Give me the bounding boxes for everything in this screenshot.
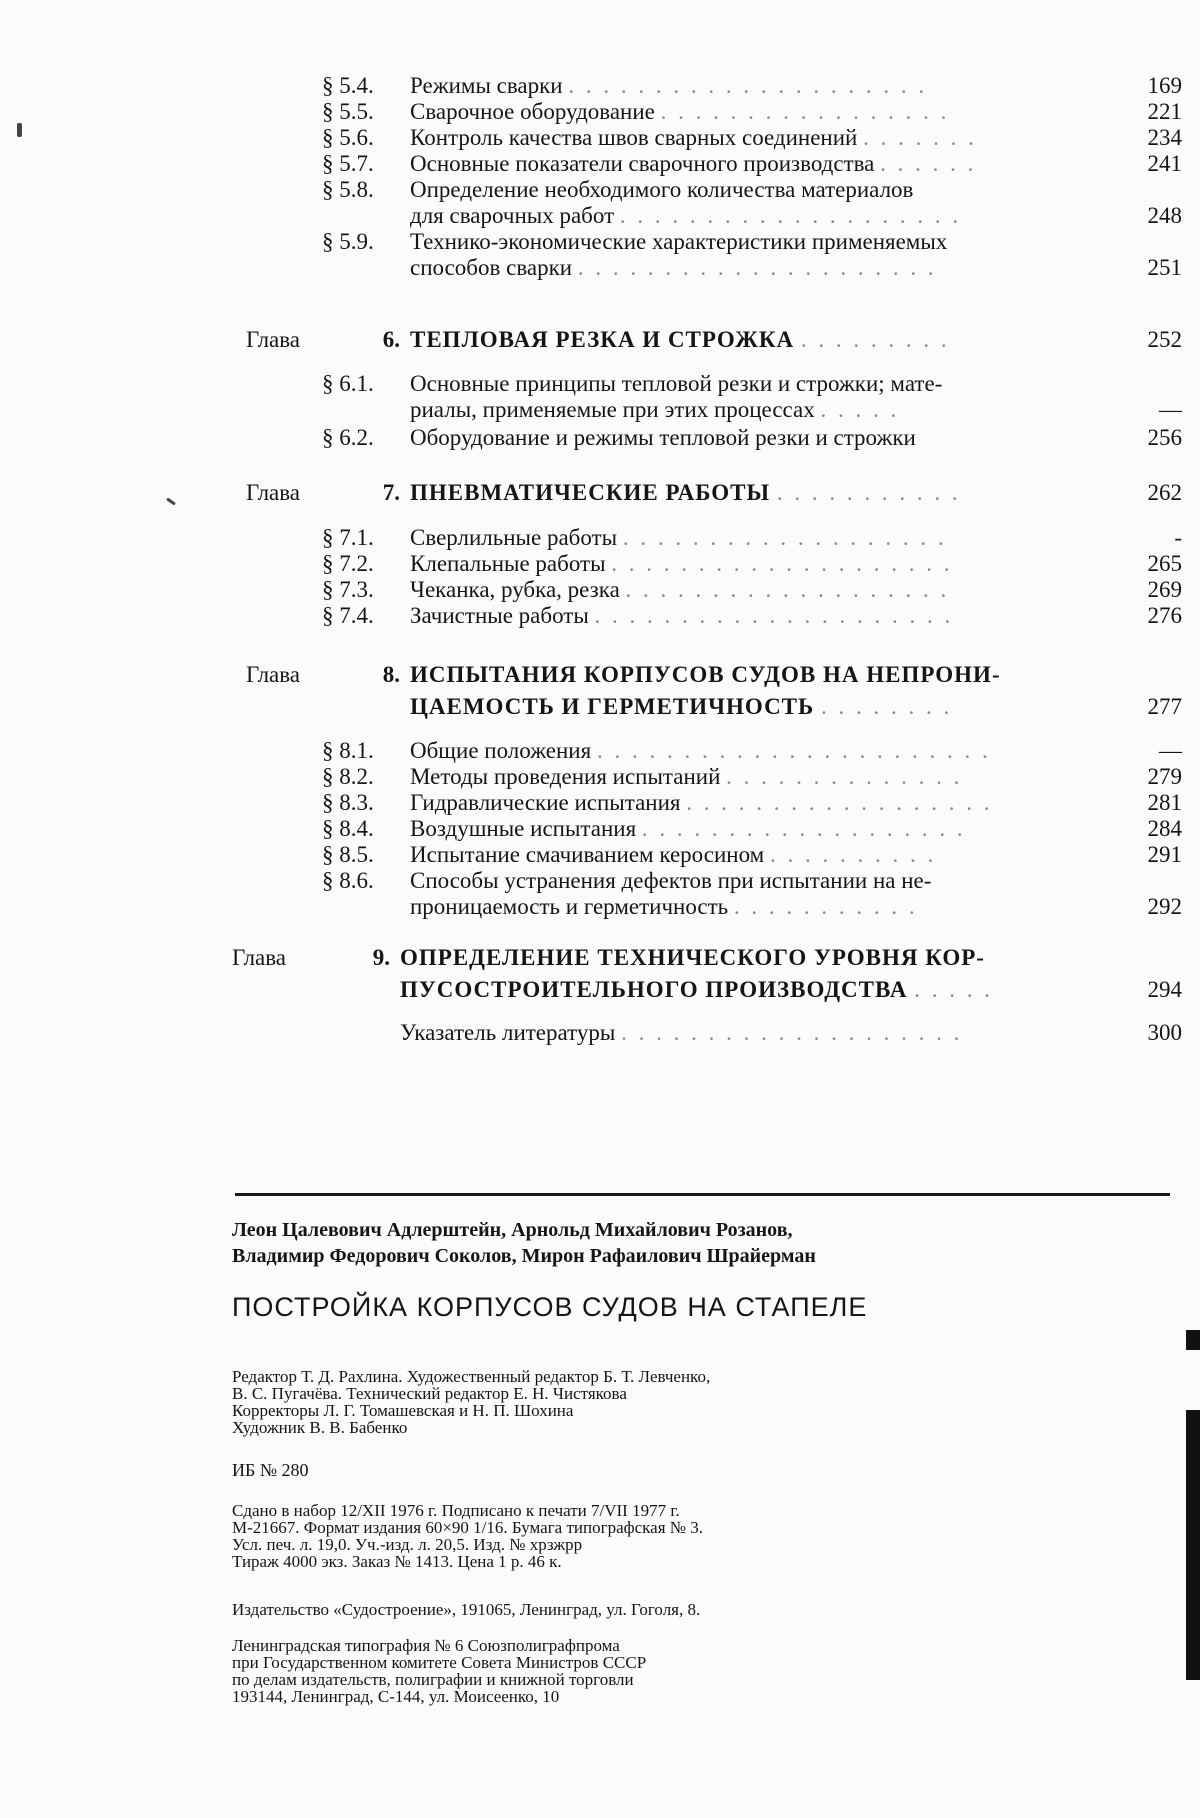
chapter-title: ТЕПЛОВАЯ РЕЗКА И СТРОЖКА . . . . . . . . . <box>410 327 950 352</box>
chapter-title-line-2: ПУСОСТРОИТЕЛЬНОГО ПРОИЗВОДСТВА . . . . . <box>400 977 993 1002</box>
page-number: 277 <box>1147 694 1182 719</box>
page-number: 265 <box>1147 551 1182 576</box>
section-title: Гидравлические испытания . . . . . . . . . . . . . . . . . . <box>410 790 993 815</box>
book-title: ПОСТРОЙКА КОРПУСОВ СУДОВ НА СТАПЕЛЕ <box>232 1292 868 1322</box>
section-title-line-1: Способы устранения дефектов при испытании на не- <box>410 868 932 893</box>
section-title: Сварочное оборудование . . . . . . . . . . . . . . . . . <box>410 99 950 124</box>
ib-number: ИБ № 280 <box>232 1460 309 1480</box>
section-title-line-2: риалы, применяемые при этих процессах . . . . . <box>410 397 900 422</box>
section-number: § 6.1. <box>322 371 374 396</box>
print-line: М-21667. Формат издания 60×90 1/16. Бумага типографская № 3. <box>232 1518 704 1537</box>
section-number: § 8.5. <box>322 842 374 867</box>
section-number: § 7.2. <box>322 551 374 576</box>
chapter-label: Глава <box>246 662 301 687</box>
chapter-title: ПНЕВМАТИЧЕСКИЕ РАБОТЫ . . . . . . . . . . . <box>410 480 961 505</box>
section-title: Чеканка, рубка, резка . . . . . . . . . . . . . . . . . . . <box>410 577 950 602</box>
chapter-label: Глава <box>232 945 287 970</box>
page-number: 300 <box>1147 1020 1182 1045</box>
section-number: § 8.1. <box>322 738 374 763</box>
page-number: — <box>1159 397 1182 422</box>
section-number: § 7.3. <box>322 577 374 602</box>
section-number: § 8.3. <box>322 790 374 815</box>
section-number: § 5.6. <box>322 125 374 150</box>
page-number: 279 <box>1147 764 1182 789</box>
chapter-title-line-2: ЦАЕМОСТЬ И ГЕРМЕТИЧНОСТЬ . . . . . . . . <box>410 694 953 719</box>
page-number: 252 <box>1147 327 1182 352</box>
section-title: Испытание смачиванием керосином . . . . . . . . . . <box>410 842 937 867</box>
chapter-label: Глава <box>246 327 301 352</box>
index-title: Указатель литературы . . . . . . . . . . . . . . . . . . . . <box>400 1020 963 1045</box>
section-number: § 8.6. <box>322 868 374 893</box>
section-number: § 7.1. <box>322 525 374 550</box>
section-number: § 5.8. <box>322 177 374 202</box>
print-line: Усл. печ. л. 19,0. Уч.-изд. л. 20,5. Изд. № хрзжрр <box>232 1535 583 1554</box>
credits-line: Корректоры Л. Г. Томашевская и Н. П. Шохина <box>232 1401 574 1420</box>
page-number: - <box>1174 525 1182 550</box>
section-number: § 5.4. <box>322 73 374 98</box>
scan-edge-bar <box>1186 1410 1200 1680</box>
page-number: — <box>1159 738 1182 763</box>
chapter-title-line-1: ИСПЫТАНИЯ КОРПУСОВ СУДОВ НА НЕПРОНИ- <box>410 662 1001 687</box>
print-line: Тираж 4000 экз. Заказ № 1413. Цена 1 р. 46 к. <box>232 1552 562 1571</box>
authors-line-2: Владимир Федорович Соколов, Мирон Рафаилович Шрайерман <box>232 1245 816 1267</box>
section-title: Оборудование и режимы тепловой резки и строжки <box>410 425 916 450</box>
section-title: Сверлильные работы . . . . . . . . . . . . . . . . . . . <box>410 525 947 550</box>
publisher-line: Издательство «Судостроение», 191065, Ленинград, ул. Гоголя, 8. <box>232 1600 701 1619</box>
imprint-divider <box>235 1193 1170 1196</box>
imprint-printer <box>232 1637 1132 1705</box>
chapter-number: 8. <box>382 662 400 687</box>
page-number: 292 <box>1147 894 1182 919</box>
section-number: § 5.9. <box>322 229 374 254</box>
section-title-line-1: Основные принципы тепловой резки и строжки; мате- <box>410 371 943 396</box>
page-number: 294 <box>1147 977 1182 1002</box>
section-number: § 7.4. <box>322 603 374 628</box>
chapter-number: 9. <box>372 945 390 970</box>
chapter-number: 7. <box>382 480 400 505</box>
page-number: 291 <box>1147 842 1182 867</box>
page-number: 276 <box>1147 603 1182 628</box>
scan-speck <box>166 497 176 505</box>
section-title: Режимы сварки . . . . . . . . . . . . . . . . . . . . . <box>410 73 928 98</box>
imprint-credits <box>232 1368 1132 1436</box>
credits-line: В. С. Пугачёва. Технический редактор Е. Н. Чистякова <box>232 1384 627 1403</box>
printer-line: при Государственном комитете Совета Министров СССР <box>232 1653 647 1672</box>
page-number: 169 <box>1147 73 1182 98</box>
printer-line: 193144, Ленинград, С-144, ул. Моисеенко, 10 <box>232 1687 560 1706</box>
page-number: 262 <box>1147 480 1182 505</box>
section-title: Методы проведения испытаний . . . . . . . . . . . . . . <box>410 764 963 789</box>
section-title-line-1: Технико-экономические характеристики применяемых <box>410 229 948 254</box>
scan-speck <box>17 123 22 137</box>
scan-edge-mark <box>1186 1330 1200 1350</box>
section-number: § 5.5. <box>322 99 374 124</box>
section-number: § 6.2. <box>322 425 374 450</box>
authors-line-1: Леон Цалевович Адлерштейн, Арнольд Михайлович Розанов, <box>232 1219 793 1241</box>
section-title: Воздушные испытания . . . . . . . . . . . . . . . . . . . <box>410 816 966 841</box>
chapter-title-line-1: ОПРЕДЕЛЕНИЕ ТЕХНИЧЕСКОГО УРОВНЯ КОР- <box>400 945 985 970</box>
credits-line: Художник В. В. Бабенко <box>232 1418 408 1437</box>
section-title: Контроль качества швов сварных соединений . . . . . . . <box>410 125 977 150</box>
page-number: 256 <box>1147 425 1182 450</box>
credits-line: Редактор Т. Д. Рахлина. Художественный редактор Б. Т. Левченко, <box>232 1367 711 1386</box>
section-title-line-1: Определение необходимого количества материалов <box>410 177 914 202</box>
page-number: 234 <box>1147 125 1182 150</box>
section-title: Основные показатели сварочного производства . . . . . . <box>410 151 977 176</box>
section-title-line-2: проницаемость и герметичность . . . . . . . . . . . <box>410 894 918 919</box>
section-title: Клепальные работы . . . . . . . . . . . . . . . . . . . . <box>410 551 953 576</box>
section-number: § 8.2. <box>322 764 374 789</box>
print-line: Сдано в набор 12/XII 1976 г. Подписано к печати 7/VII 1977 г. <box>232 1501 680 1520</box>
printer-line: Ленинградская типография № 6 Союзполиграфпрома <box>232 1636 620 1655</box>
page-number: 284 <box>1147 816 1182 841</box>
imprint-authors <box>232 1217 1132 1269</box>
chapter-label: Глава <box>246 480 301 505</box>
section-title: Зачистные работы . . . . . . . . . . . . . . . . . . . . . <box>410 603 954 628</box>
page-number: 221 <box>1147 99 1182 124</box>
section-number: § 5.7. <box>322 151 374 176</box>
page-number: 241 <box>1147 151 1182 176</box>
section-title-line-2: для сварочных работ . . . . . . . . . . . . . . . . . . . . <box>410 203 962 228</box>
page-number: 281 <box>1147 790 1182 815</box>
section-title: Общие положения . . . . . . . . . . . . . . . . . . . . . . . <box>410 738 991 763</box>
section-number: § 8.4. <box>322 816 374 841</box>
section-title-line-2: способов сварки . . . . . . . . . . . . . . . . . . . . . <box>410 255 937 280</box>
page-number: 269 <box>1147 577 1182 602</box>
chapter-number: 6. <box>382 327 400 352</box>
printer-line: по делам издательств, полиграфии и книжной торговли <box>232 1670 634 1689</box>
page-number: 248 <box>1147 203 1182 228</box>
imprint-print-data <box>232 1502 1132 1570</box>
page-number: 251 <box>1147 255 1182 280</box>
